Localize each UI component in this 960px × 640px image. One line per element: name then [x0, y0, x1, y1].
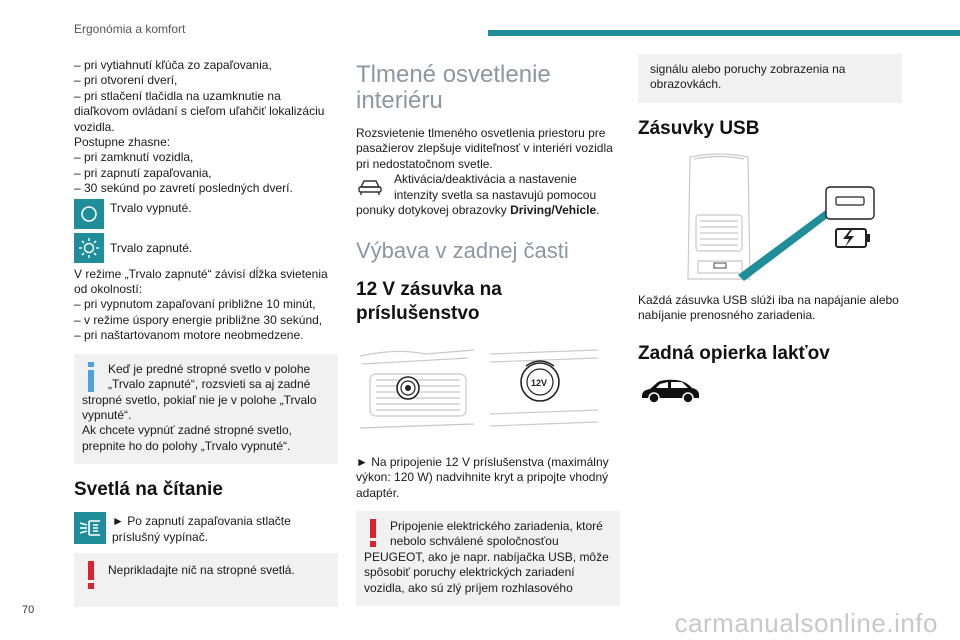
title-line: interiéru — [356, 87, 443, 114]
warning-note-socket — [356, 511, 620, 606]
column-3 — [638, 58, 902, 410]
usb-text — [638, 293, 902, 324]
usb-title: Zásuvky USB — [638, 117, 760, 139]
text-line: – pri zamknutí vozidla, — [74, 150, 194, 165]
text-line: diaľkovom ovládaní s cieľom uľahčiť lokalizáciu — [74, 104, 325, 119]
reading-row — [74, 512, 338, 545]
text-line: stropné svetlo, pokiaľ nie je v polohe „Trvalo — [82, 392, 317, 407]
text-line: výkon: 120 W) nadvihnite kryt a pripojte vhodný — [356, 470, 609, 485]
text-line: spôsobiť poruchy elektrických zariadení — [364, 565, 575, 580]
light-on-label: Trvalo zapnuté. — [110, 240, 193, 255]
text-line: – pri otvorení dverí, — [74, 73, 178, 88]
rear-equipment-title: Výbava v zadnej časti — [356, 238, 569, 264]
text-line: Ak chcete vypnúť zadné stropné svetlo, — [82, 423, 292, 438]
socket-text — [356, 455, 620, 501]
header-section-title: Ergonómia a komfort — [74, 22, 186, 36]
usb-console-drawing — [638, 151, 902, 281]
armrest-title: Zadná opierka lakťov — [638, 342, 830, 364]
usb-illustration — [638, 151, 902, 281]
text-line: od okolností: — [74, 282, 143, 297]
text-line: nabíjanie prenosného zariadenia. — [638, 308, 816, 323]
text-line: prepnite ho do polohy „Trvalo vypnuté“. — [82, 438, 291, 453]
text-line: Pripojenie elektrického zariadenia, ktoré — [390, 519, 603, 534]
text-line: pri nedostatočnom svetle. — [356, 156, 493, 171]
text-line: vypnuté“. — [82, 407, 132, 422]
reading-light-icon — [74, 512, 106, 544]
text-line: PEUGEOT, ako je napr. nabíjačka USB, môže — [364, 549, 609, 564]
light-on-icon — [74, 233, 104, 263]
warning-note-continued — [638, 54, 902, 103]
info-note-first-lines — [108, 362, 310, 393]
text-line: Keď je predné stropné svetlo v polohe — [108, 361, 311, 376]
column-1 — [74, 58, 338, 615]
page-number: 70 — [22, 604, 35, 616]
text-line: signálu alebo poruchy zobrazenia na — [650, 62, 846, 76]
menu-name: Driving/Vehicle — [510, 203, 597, 218]
ambient-lighting-title — [356, 62, 620, 114]
column-2 — [356, 58, 620, 614]
text-line: ► Na pripojenie 12 V príslušenstva (maximálny — [356, 454, 609, 469]
console-illustration — [356, 336, 478, 440]
reading-lights-title: Svetlá na čítanie — [74, 479, 223, 501]
text-line: V režime „Trvalo zapnuté“ závisí dĺžka svietenia — [74, 266, 328, 281]
light-on-row — [74, 233, 338, 263]
text-line: – pri vypnutom zapaľovaní približne 10 minút, — [74, 297, 316, 312]
activation-row — [356, 172, 620, 203]
text-line: intenzity svetla sa nastavujú pomocou — [394, 187, 597, 202]
socket-images — [356, 336, 620, 440]
text-line: adaptér. — [356, 485, 400, 500]
text-line: „Trvalo zapnuté“, rozsvieti sa aj zadné — [108, 377, 311, 392]
menu-line — [356, 203, 620, 218]
info-note — [74, 354, 338, 464]
socket-12v-illustration — [488, 336, 600, 440]
vehicle-icon — [356, 176, 386, 200]
text-line: – pri zapnutí zapaľovania, — [74, 165, 212, 180]
light-off-row — [74, 199, 338, 229]
text-line: nebolo schválené spoločnosťou — [390, 534, 559, 549]
reading-text — [112, 512, 291, 545]
watermark: carmanualsonline.info — [674, 608, 938, 638]
header-accent-bar — [488, 30, 960, 36]
light-off-label: Trvalo vypnuté. — [110, 200, 192, 215]
text-line: Každá zásuvka USB slúži iba na napájanie alebo — [638, 292, 899, 307]
text-line: Aktivácia/deaktivácia a nastavenie — [394, 172, 577, 187]
title-line: 12 V zásuvka na — [356, 279, 502, 301]
warning-note-head — [82, 561, 330, 589]
activation-text — [394, 172, 596, 203]
text-line: – v režime úspory energie približne 30 sekúnd, — [74, 312, 323, 327]
text-line: – 30 sekúnd po zavretí posledných dverí. — [74, 181, 293, 196]
text-line: Postupne zhasne: — [74, 135, 171, 150]
title-line: príslušenstvo — [356, 303, 480, 325]
text-line: – pri vytiahnutí kľúča zo zapaľovania, — [74, 58, 272, 72]
title-line: Tlmené osvetlenie — [356, 61, 551, 88]
warning-note-head — [364, 519, 612, 550]
text-line: vozidla. — [74, 119, 115, 134]
text-line: – pri naštartovanom motore neobmedzene. — [74, 328, 304, 343]
text-line: – pri stlačení tlačidla na uzamknutie na — [74, 88, 281, 103]
text-line: Rozsvietenie tlmeného osvetlenia priestoru pre — [356, 126, 606, 140]
lines-mid — [74, 267, 338, 344]
text-line: ► Po zapnutí zapaľovania stlačte — [112, 514, 291, 529]
text-line: vozidla, ako sú zlý príjem rozhlasového — [364, 580, 573, 595]
info-note-head — [82, 362, 330, 393]
car-icon — [638, 376, 902, 410]
info-icon — [82, 362, 100, 392]
text-line: obrazovkách. — [650, 77, 722, 92]
warning-note-lights — [74, 553, 338, 607]
menu-prefix: ponuky dotykovej obrazovky — [356, 203, 511, 218]
light-off-icon — [74, 199, 104, 229]
menu-suffix: . — [596, 203, 600, 218]
text-line: príslušný vypínač. — [112, 529, 209, 544]
warning-icon — [82, 561, 100, 589]
intro-text — [356, 126, 620, 172]
socket-12v-label: 12V — [531, 378, 548, 389]
socket-title — [356, 278, 620, 326]
lines-top — [74, 58, 338, 197]
warning-first-lines — [390, 519, 603, 550]
text-line: pasažierov zlepšuje viditeľnosť v interiéri vozidla — [356, 141, 613, 156]
text-line: Neprikladajte nič na stropné svetlá. — [108, 562, 295, 577]
warning-icon — [364, 519, 382, 547]
